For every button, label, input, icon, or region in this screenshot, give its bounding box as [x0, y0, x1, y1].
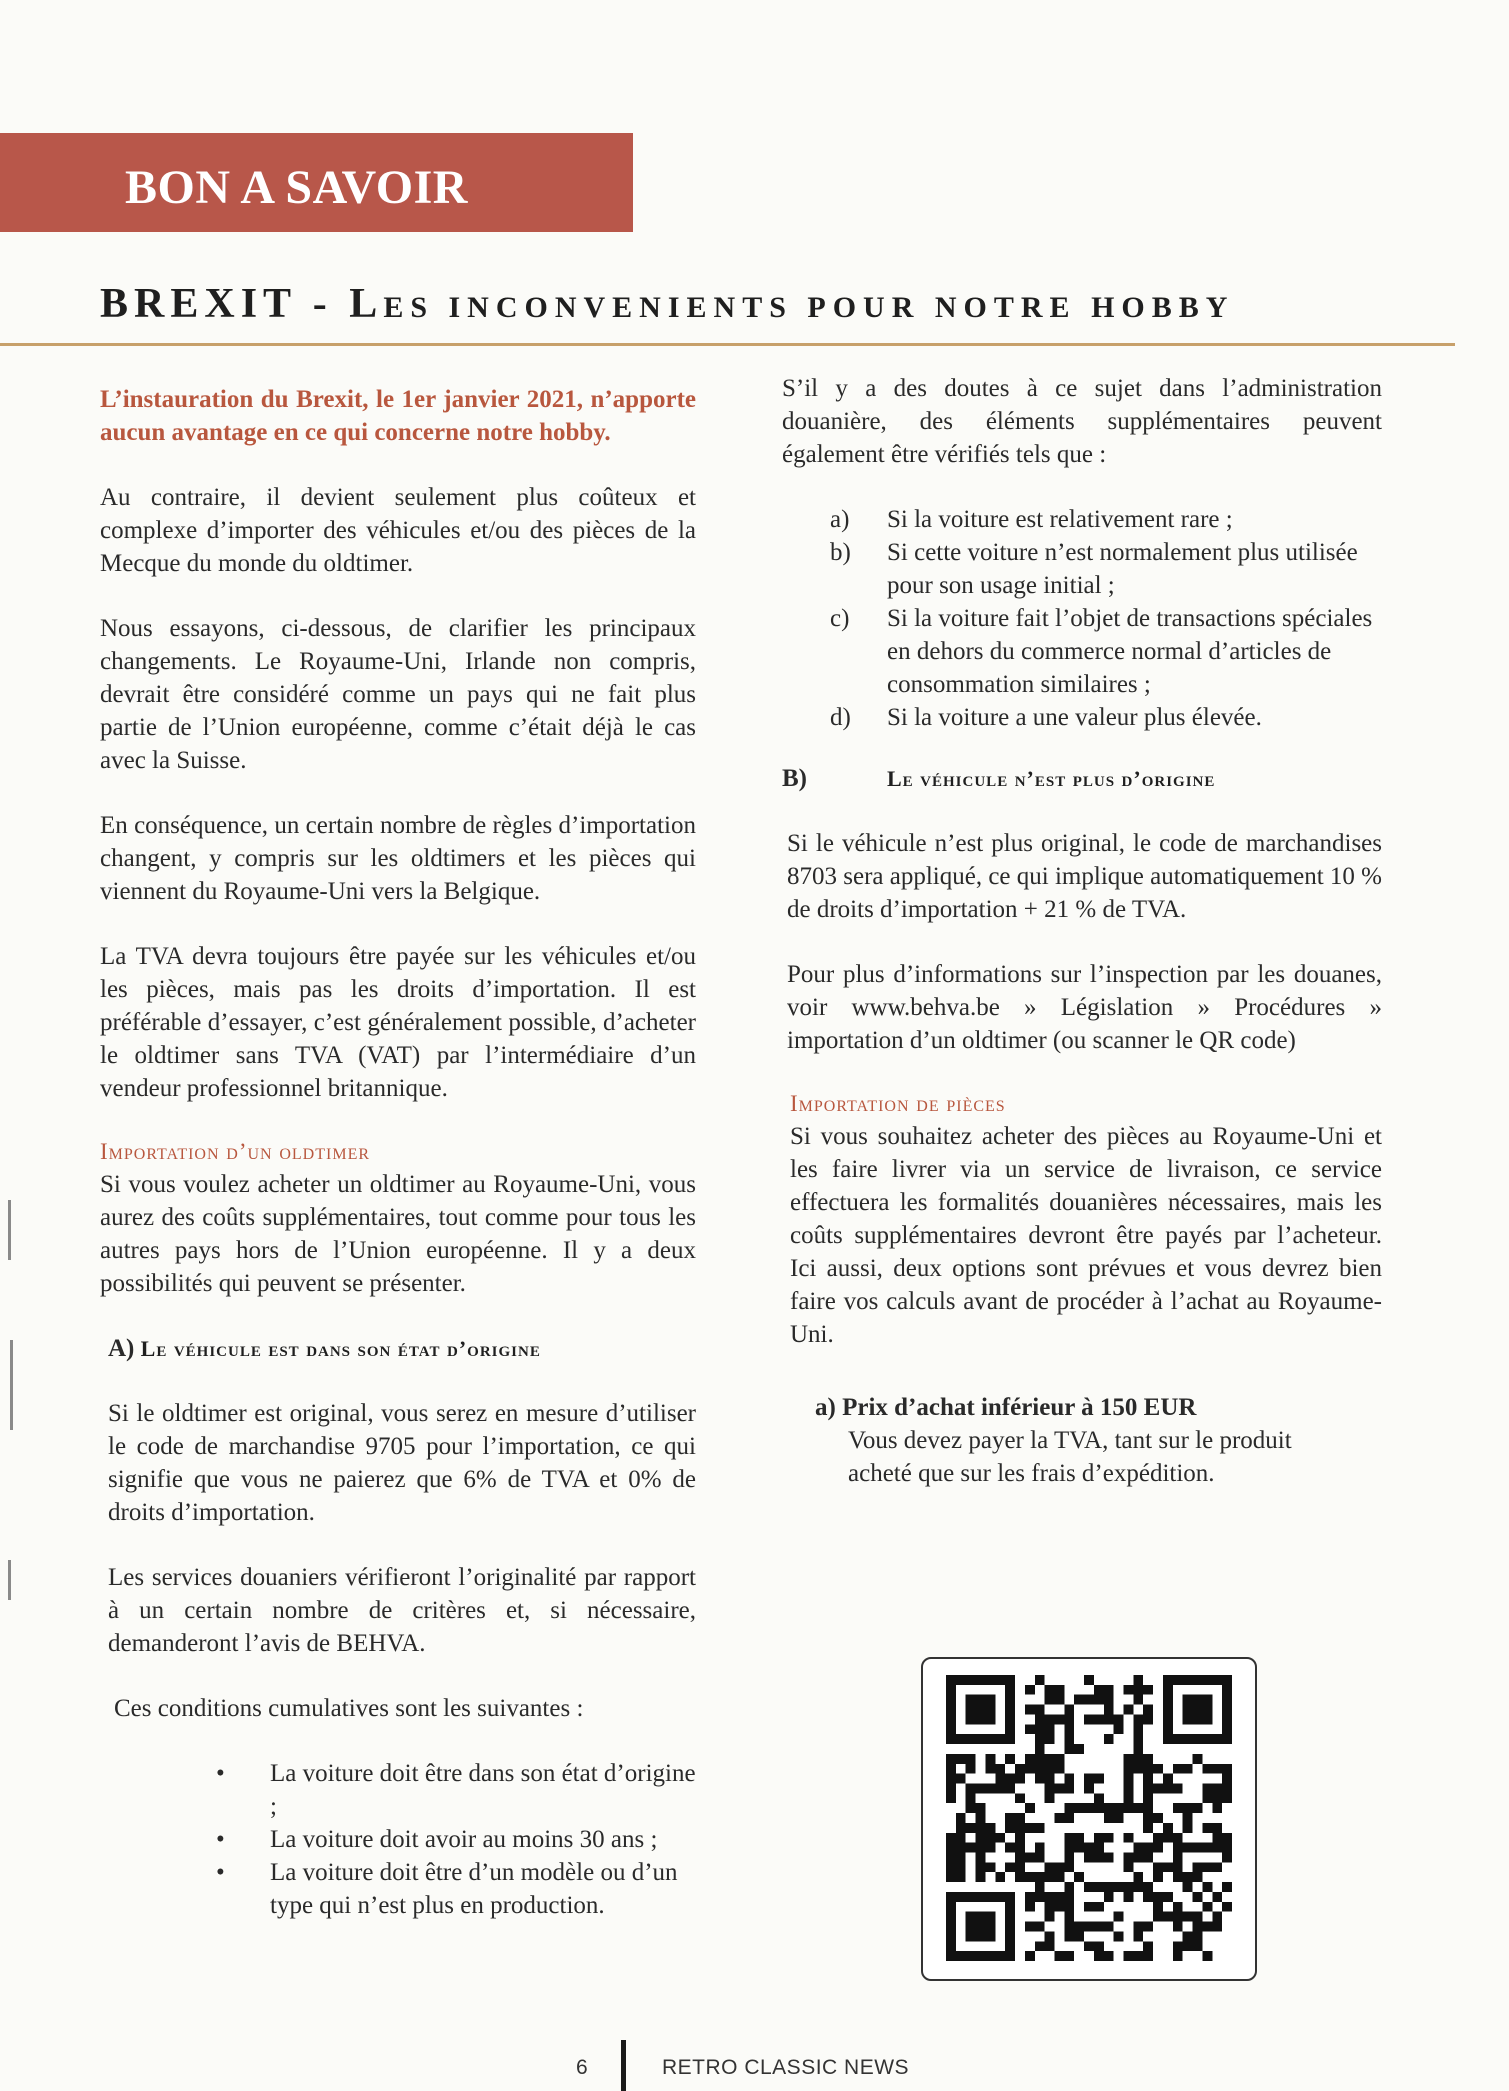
list-item: • La voiture doit être d’un modèle ou d’un type qui n’est plus en production.: [200, 1856, 696, 1922]
list-marker: c): [830, 605, 850, 632]
list-marker: b): [830, 539, 851, 566]
paragraph: Si vous voulez acheter un oldtimer au Royaume-Uni, vous aurez des coûts supplémentaires, tout comme pour tous les autres pays hors de l’Union européenne. Il y a deux possibilités qui peuvent se présenter.: [100, 1171, 696, 1297]
title-rest: ES INCONVENIENTS POUR NOTRE HOBBY: [383, 291, 1235, 324]
heading-a: [100, 1332, 696, 1365]
paragraph: Si vous souhaitez acheter des pièces au Royaume-Uni et les faire livrer via un service de livraison, ce service effectuera les formalités douanières nécessaires, mais les coûts supplémentaires devront être payés par l’acheteur. Ici aussi, deux options sont prévues et vous devrez bien faire vos calculs avant de procéder à l’achat au Royaume-Uni.: [790, 1123, 1382, 1348]
page-number: 6: [576, 2056, 588, 2079]
qr-code[interactable]: [943, 1675, 1235, 1961]
paragraph: La TVA devra toujours être payée sur les véhicules et/ou les pièces, mais pas les droits d’importation. Il est préférable d’essayer, c’est généralement possible, d’acheter le oldtimer sans TVA (VAT) par l’intermédiaire d’un vendeur professionnel britannique.: [100, 943, 696, 1102]
left-column: [100, 383, 696, 1922]
scan-edge-mark: [8, 1200, 11, 1260]
magazine-name: RETRO CLASSIC NEWS: [662, 2056, 910, 2079]
paragraph: Si le oldtimer est original, vous serez en mesure d’utiliser le code de marchandise 9705 pour l’importation, ce qui signifie que vous ne paierez que 6% de TVA et 0% de droits d’importation.: [108, 1400, 696, 1526]
conditions-list: [0, 1757, 696, 1922]
heading-b: [782, 762, 1382, 795]
list-item: [830, 503, 1382, 536]
list-text: Si la voiture est relativement rare ;: [887, 506, 1233, 533]
heading-b-mark: B): [782, 765, 807, 792]
heading-a-mark: A): [108, 1335, 141, 1362]
title-dash: -: [296, 281, 350, 327]
heading-b-text: Le véhicule n’est plus d’origine: [887, 766, 1216, 791]
right-column: [782, 372, 1382, 1490]
scan-edge-mark: [8, 1560, 11, 1600]
article-title: [100, 280, 1460, 328]
heading-import-parts: Importation de pièces: [790, 1091, 1006, 1116]
paragraph: En conséquence, un certain nombre de règles d’importation changent, y compris sur les oldtimers et les pièces qui viennent du Royaume-Uni vers la Belgique.: [100, 812, 696, 905]
scan-edge-mark: [10, 1340, 13, 1430]
paragraph: Nous essayons, ci-dessous, de clarifier les principaux changements. Le Royaume-Uni, Irlande non compris, devrait être considéré comme un pays qui ne fait plus partie de l’Union européenne, comme c’était déjà le cas avec la Suisse.: [100, 615, 696, 774]
list-text: Si cette voiture n’est normalement plus utilisée pour son usage initial ;: [887, 539, 1358, 599]
paragraph: Si le véhicule n’est plus original, le code de marchandises 8703 sera appliqué, ce qui implique automatiquement 10 % de droits d’importation + 21 % de TVA.: [787, 830, 1382, 923]
title-first-letter: L: [349, 281, 384, 327]
list-text: Si la voiture a une valeur plus élevée.: [887, 704, 1262, 731]
heading-import-oldtimer: Importation d’un oldtimer: [100, 1139, 371, 1164]
list-marker: a): [830, 506, 850, 533]
heading-a-text: Le véhicule est dans son état d’origine: [140, 1336, 541, 1361]
qr-code-frame[interactable]: [921, 1657, 1257, 1981]
paragraph: Ces conditions cumulatives sont les suivantes :: [114, 1695, 584, 1722]
lead-paragraph: L’instauration du Brexit, le 1er janvier 2021, n’apporte aucun avantage en ce qui concerne notre hobby.: [100, 386, 696, 446]
title-brexit: BREXIT: [100, 281, 297, 327]
footer-divider: [621, 2040, 626, 2091]
paragraph: Vous devez payer la TVA, tant sur le produit acheté que sur les frais d’expédition.: [848, 1427, 1292, 1487]
list-marker: d): [830, 704, 851, 731]
paragraph: Pour plus d’informations sur l’inspection par les douanes, voir www.behva.be » Législation » Procédures » importation d’un oldtimer (ou scanner le QR code): [787, 961, 1382, 1054]
paragraph: S’il y a des doutes à ce sujet dans l’administration douanière, des éléments supplémentaires peuvent également être vérifiés tels que :: [782, 375, 1382, 468]
paragraph: Les services douaniers vérifieront l’originalité par rapport à un certain nombre de critères et, si nécessaire, demanderont l’avis de BEHVA.: [108, 1564, 696, 1657]
list-item: [830, 536, 1382, 602]
list-item: [830, 602, 1382, 701]
list-item: [830, 701, 1382, 734]
paragraph: Au contraire, il devient seulement plus coûteux et complexe d’importer des véhicules et/ou des pièces de la Mecque du monde du oldtimer.: [100, 484, 696, 577]
title-rule: [0, 343, 1455, 346]
criteria-list: [782, 503, 1382, 734]
list-text: Si la voiture fait l’objet de transactions spéciales en dehors du commerce normal d’articles de consommation similaires ;: [887, 605, 1373, 698]
section-banner-label: BON A SAVOIR: [125, 161, 468, 214]
list-item: • La voiture doit avoir au moins 30 ans ;: [200, 1823, 696, 1856]
heading-price: a) Prix d’achat inférieur à 150 EUR: [815, 1394, 1197, 1421]
list-item: • La voiture doit être dans son état d’origine ;: [200, 1757, 696, 1823]
